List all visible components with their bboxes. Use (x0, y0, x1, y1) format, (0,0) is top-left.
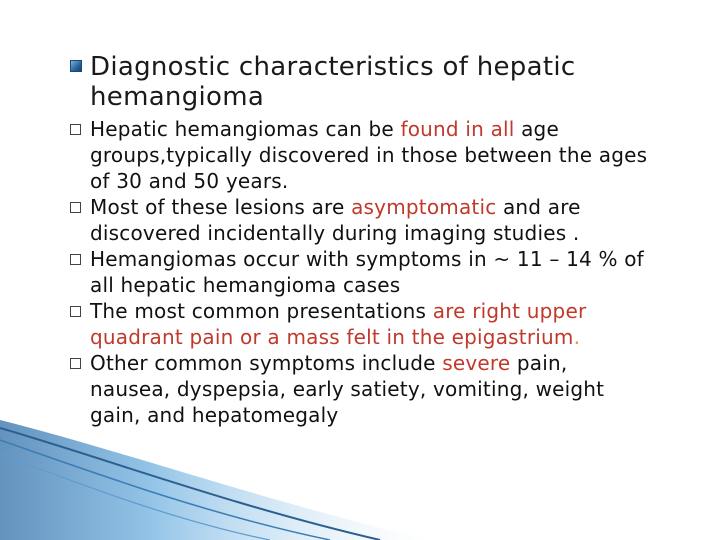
square-bullet-icon (70, 254, 81, 265)
square-bullet-icon (70, 358, 81, 369)
text: pain, nausea, dyspepsia, early satiety, vomiting, weight gain, and hepatomegaly (90, 351, 605, 427)
highlight: are right upper quadrant pain or a mass felt in the epigastrium (90, 299, 587, 349)
heading-text-2: hemangioma (90, 82, 265, 112)
decorative-wave (0, 420, 720, 540)
text: Other common symptoms include (90, 351, 443, 375)
highlight: severe (442, 351, 511, 375)
list-item (70, 350, 650, 428)
text: The most common presentations (90, 299, 433, 323)
square-bullet-icon (70, 202, 81, 213)
square-bullet-icon (70, 60, 82, 72)
text: Hemangiomas occur with symptoms in ~ 11 – 14 % of all hepatic hemangioma cases (90, 247, 644, 297)
highlight-period: . (573, 325, 581, 349)
square-bullet-icon (70, 306, 81, 317)
highlight: found in all (400, 117, 515, 141)
text: age groups,typically discovered in those between the ages of 30 and 50 years. (90, 117, 648, 193)
slide-heading (70, 52, 670, 112)
heading-text-1: Diagnostic characteristics of hepatic (90, 52, 576, 82)
text: Most of these lesions are (90, 195, 352, 219)
list-item (70, 194, 650, 246)
list-item (70, 116, 650, 194)
list-item (70, 246, 650, 298)
bullet-list (70, 116, 650, 428)
highlight: asymptomatic (351, 195, 497, 219)
square-bullet-icon (70, 124, 81, 135)
list-item (70, 298, 650, 350)
text: Hepatic hemangiomas can be (90, 117, 401, 141)
text: and are discovered incidentally during imaging studies . (90, 195, 581, 245)
heading-line-1 (70, 52, 670, 82)
